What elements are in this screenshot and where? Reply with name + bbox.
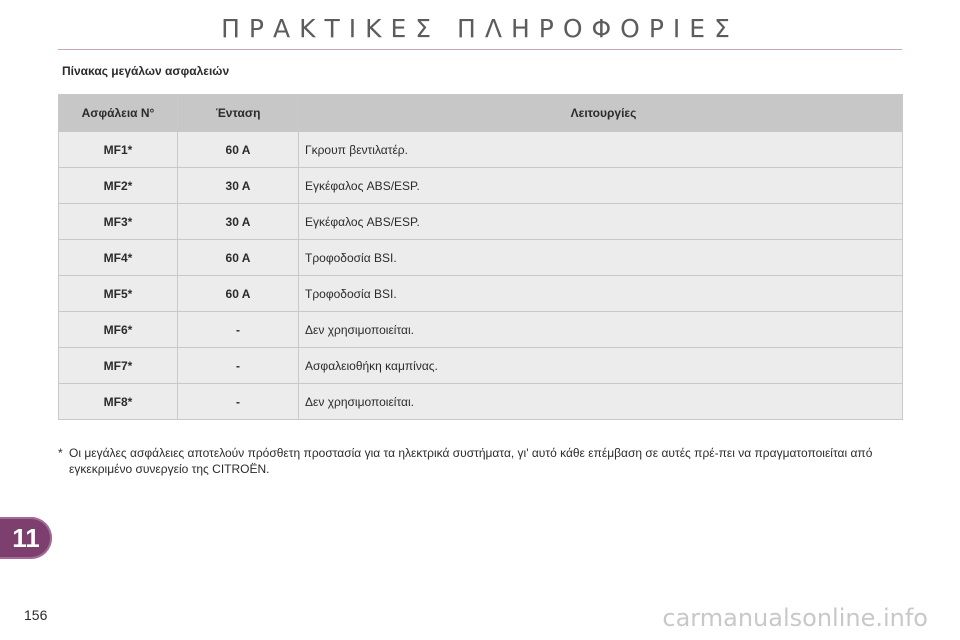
fuse-number: MF7* bbox=[59, 348, 178, 384]
fuse-amperage: 30 A bbox=[178, 168, 299, 204]
fuse-function: Εγκέφαλος ABS/ESP. bbox=[299, 168, 903, 204]
fuse-function: Τροφοδοσία BSI. bbox=[299, 276, 903, 312]
fuse-number: MF4* bbox=[59, 240, 178, 276]
fuse-amperage: - bbox=[178, 312, 299, 348]
fuse-function: Δεν χρησιμοποιείται. bbox=[299, 312, 903, 348]
fuse-function: Τροφοδοσία BSI. bbox=[299, 240, 903, 276]
table-row bbox=[59, 132, 903, 168]
chapter-number: 11 bbox=[12, 523, 40, 553]
fuse-table bbox=[58, 94, 903, 420]
page-title: ΠΡΑΚΤΙΚΕΣ ΠΛΗΡΟΦΟΡΙΕΣ bbox=[221, 14, 739, 43]
fuse-number: MF1* bbox=[59, 132, 178, 168]
section-title: Πίνακας μεγάλων ασφαλειών bbox=[62, 64, 230, 78]
fuse-number: MF3* bbox=[59, 204, 178, 240]
table-row bbox=[59, 168, 903, 204]
fuse-function: Δεν χρησιμοποιείται. bbox=[299, 384, 903, 420]
watermark: carmanualsonline.info bbox=[662, 604, 928, 632]
table-row bbox=[59, 276, 903, 312]
fuse-amperage: 60 A bbox=[178, 240, 299, 276]
fuse-number: MF2* bbox=[59, 168, 178, 204]
column-header-functions: Λειτουργίες bbox=[299, 95, 903, 132]
fuse-number: MF6* bbox=[59, 312, 178, 348]
table-row bbox=[59, 384, 903, 420]
column-header-fuse: Ασφάλεια N° bbox=[59, 95, 178, 132]
fuse-amperage: - bbox=[178, 384, 299, 420]
fuse-amperage: 30 A bbox=[178, 204, 299, 240]
footnote bbox=[58, 445, 908, 477]
footnote-mark: * bbox=[58, 446, 63, 460]
table-row bbox=[59, 240, 903, 276]
page-number: 156 bbox=[24, 607, 48, 623]
fuse-amperage: - bbox=[178, 348, 299, 384]
fuse-number: MF5* bbox=[59, 276, 178, 312]
fuse-function: Γκρουπ βεντιλατέρ. bbox=[299, 132, 903, 168]
fuse-amperage: 60 A bbox=[178, 276, 299, 312]
fuse-function: Εγκέφαλος ABS/ESP. bbox=[299, 204, 903, 240]
title-divider bbox=[58, 49, 902, 50]
table-row bbox=[59, 204, 903, 240]
table-row bbox=[59, 312, 903, 348]
chapter-tab bbox=[0, 517, 52, 559]
footnote-text: Οι μεγάλες ασφάλειες αποτελούν πρόσθετη προστασία για τα ηλεκτρικά συστήματα, γι' αυτό κάθε επέμβαση σε αυτές πρέ-πει να πραγματοποιείται από εγκεκριμένο συνεργείο της CITROËN. bbox=[69, 446, 873, 476]
fuse-function: Ασφαλειοθήκη καμπίνας. bbox=[299, 348, 903, 384]
fuse-amperage: 60 A bbox=[178, 132, 299, 168]
table-row bbox=[59, 348, 903, 384]
table-header-row bbox=[59, 95, 903, 132]
column-header-amperage: Ένταση bbox=[178, 95, 299, 132]
fuse-number: MF8* bbox=[59, 384, 178, 420]
